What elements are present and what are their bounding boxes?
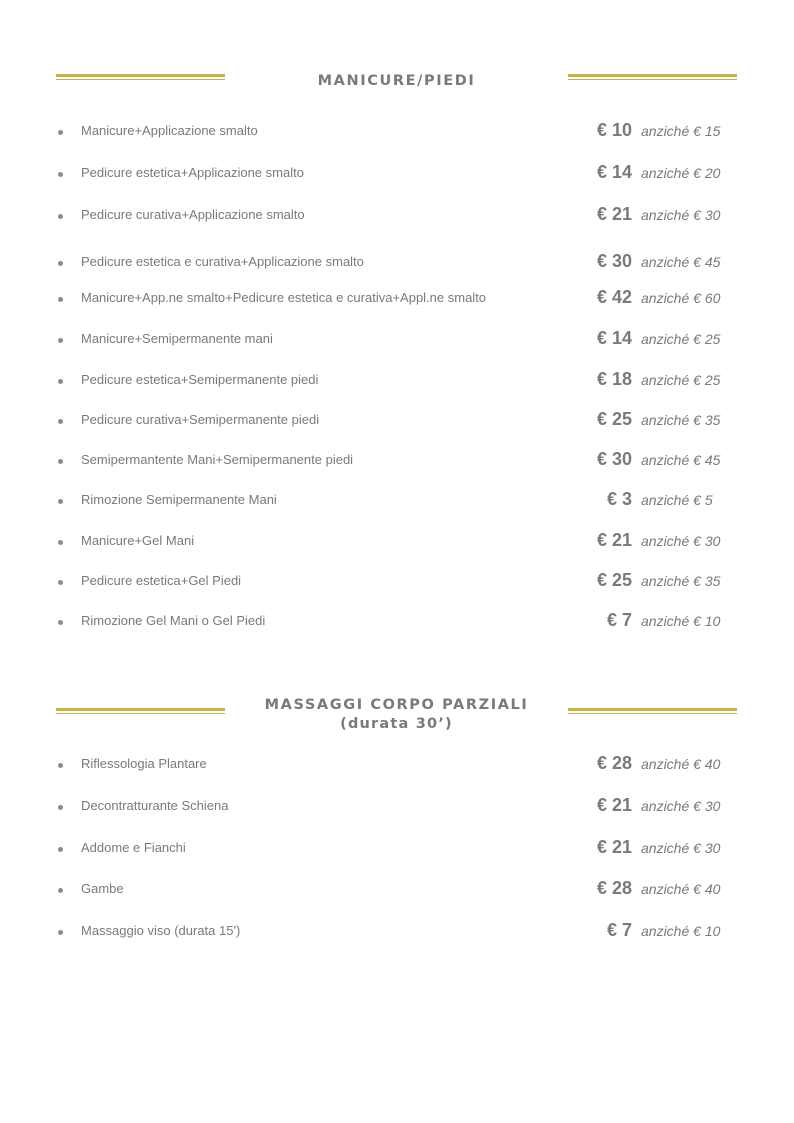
item-price: € 3 xyxy=(606,489,632,509)
item-price: € 7 xyxy=(606,920,632,940)
item-old-price: anziché € 25 xyxy=(641,331,721,347)
section-header-manicure xyxy=(56,72,737,91)
list-item xyxy=(56,490,737,512)
list-item xyxy=(56,611,737,633)
bullet-icon xyxy=(58,338,63,343)
bullet-icon xyxy=(58,805,63,810)
item-label: Massaggio viso (durata 15') xyxy=(81,923,241,938)
list-item xyxy=(56,879,737,901)
item-label: Addome e Fianchi xyxy=(81,840,186,855)
item-old-price: anziché € 5 xyxy=(641,492,713,508)
item-label: Manicure+Gel Mani xyxy=(81,533,195,548)
item-old-price: anziché € 40 xyxy=(641,881,721,897)
item-old-price: anziché € 15 xyxy=(641,123,721,139)
item-old-price: anziché € 10 xyxy=(641,613,721,629)
item-price: € 25 xyxy=(596,570,632,590)
item-old-price: anziché € 10 xyxy=(641,923,721,939)
list-item xyxy=(56,921,737,943)
section-subtitle: (durata 30’) xyxy=(340,716,453,732)
item-price: € 18 xyxy=(596,369,632,389)
bullet-icon xyxy=(58,459,63,464)
item-label: Manicure+Applicazione smalto xyxy=(81,123,258,138)
item-label: Pedicure curativa+Semipermanente piedi xyxy=(81,412,320,427)
section-title-text: MANICURE/PIEDI xyxy=(317,73,476,89)
item-old-price: anziché € 25 xyxy=(641,372,721,388)
bullet-icon xyxy=(58,261,63,266)
item-price: € 10 xyxy=(596,120,632,140)
list-item xyxy=(56,450,737,472)
item-price: € 21 xyxy=(596,837,632,857)
item-old-price: anziché € 30 xyxy=(641,533,721,549)
item-label: Rimozione Gel Mani o Gel Piedi xyxy=(81,613,266,628)
section-header-massaggi xyxy=(56,696,737,734)
item-label: Manicure+Semipermanente mani xyxy=(81,331,273,346)
item-price: € 21 xyxy=(596,204,632,224)
item-price: € 7 xyxy=(606,610,632,630)
item-label: Gambe xyxy=(81,881,124,896)
bullet-icon xyxy=(58,130,63,135)
bullet-icon xyxy=(58,620,63,625)
item-label: Pedicure curativa+Applicazione smalto xyxy=(81,207,305,222)
item-label: Decontratturante Schiena xyxy=(81,798,229,813)
item-old-price: anziché € 60 xyxy=(641,290,721,306)
item-price: € 30 xyxy=(596,251,632,271)
list-item xyxy=(56,370,737,392)
list-item xyxy=(56,838,737,860)
list-item xyxy=(56,288,737,310)
gold-divider-left xyxy=(56,74,225,80)
item-label: Rimozione Semipermanente Mani xyxy=(81,492,277,507)
list-item xyxy=(56,571,737,593)
list-item xyxy=(56,531,737,553)
item-price: € 14 xyxy=(596,328,632,348)
item-price: € 25 xyxy=(596,409,632,429)
list-item xyxy=(56,754,737,776)
item-label: Semipermantente Mani+Semipermanente piedi xyxy=(81,452,354,467)
item-old-price: anziché € 35 xyxy=(641,573,721,589)
bullet-icon xyxy=(58,763,63,768)
gold-divider-left xyxy=(56,708,225,714)
item-label: Pedicure estetica+Gel Piedi xyxy=(81,573,242,588)
item-price: € 14 xyxy=(596,162,632,182)
item-old-price: anziché € 30 xyxy=(641,207,721,223)
section-title xyxy=(225,696,568,734)
gold-divider-right xyxy=(568,708,737,714)
bullet-icon xyxy=(58,214,63,219)
bullet-icon xyxy=(58,847,63,852)
list-item xyxy=(56,205,737,227)
item-price: € 21 xyxy=(596,530,632,550)
section-title-text: MASSAGGI CORPO PARZIALI xyxy=(264,697,529,713)
item-old-price: anziché € 45 xyxy=(641,452,721,468)
item-label: Riflessologia Plantare xyxy=(81,756,207,771)
bullet-icon xyxy=(58,172,63,177)
list-item xyxy=(56,163,737,185)
list-item xyxy=(56,121,737,143)
item-price: € 21 xyxy=(596,795,632,815)
section-title xyxy=(225,72,568,91)
item-old-price: anziché € 30 xyxy=(641,840,721,856)
bullet-icon xyxy=(58,499,63,504)
list-item xyxy=(56,796,737,818)
bullet-icon xyxy=(58,379,63,384)
item-old-price: anziché € 45 xyxy=(641,254,721,270)
list-item xyxy=(56,252,737,274)
item-price: € 28 xyxy=(596,753,632,773)
bullet-icon xyxy=(58,888,63,893)
item-old-price: anziché € 40 xyxy=(641,756,721,772)
list-item xyxy=(56,329,737,351)
bullet-icon xyxy=(58,930,63,935)
item-label: Manicure+App.ne smalto+Pedicure estetica e curativa+Appl.ne smalto xyxy=(81,290,487,305)
item-price: € 30 xyxy=(596,449,632,469)
gold-divider-right xyxy=(568,74,737,80)
item-old-price: anziché € 30 xyxy=(641,798,721,814)
bullet-icon xyxy=(58,419,63,424)
bullet-icon xyxy=(58,297,63,302)
item-price: € 42 xyxy=(596,287,632,307)
item-old-price: anziché € 20 xyxy=(641,165,721,181)
item-old-price: anziché € 35 xyxy=(641,412,721,428)
list-item xyxy=(56,410,737,432)
item-price: € 28 xyxy=(596,878,632,898)
item-label: Pedicure estetica e curativa+Applicazione smalto xyxy=(81,254,364,269)
item-label: Pedicure estetica+Semipermanente piedi xyxy=(81,372,319,387)
bullet-icon xyxy=(58,540,63,545)
bullet-icon xyxy=(58,580,63,585)
item-label: Pedicure estetica+Applicazione smalto xyxy=(81,165,304,180)
